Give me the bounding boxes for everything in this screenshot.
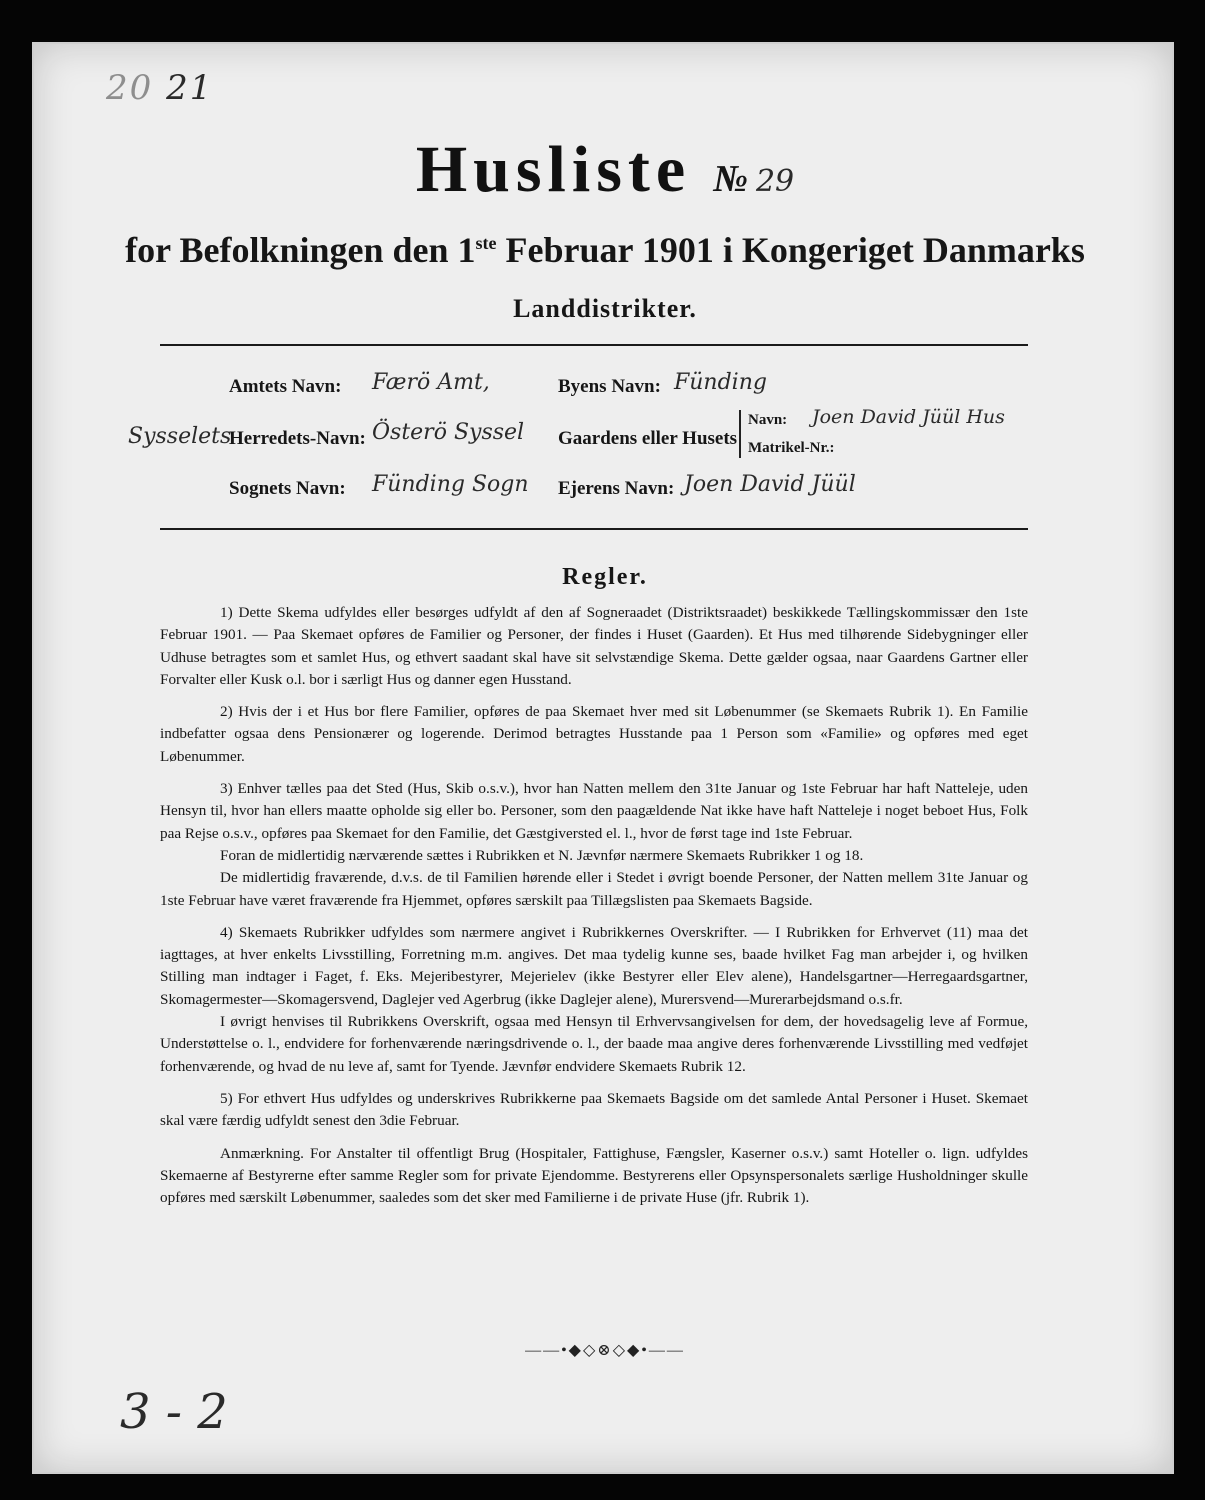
gaard-label: Gaardens eller Husets <box>558 428 738 449</box>
rule-4: 4) Skemaets Rubrikker udfyldes som nærmere angivet i Rubrikkernes Overskrifter. — I Rubrikken for Erhvervet (11) maa det iagttages, at hver enkelts Livsstilling, Forretning m.m. angives. Det maa tydelig kunne ses, baade hvilket Fag man arbejder i, og hvilken Stilling man indtager i Faget, f. Eks. Mejeribestyrer, Mejerielev (ikke Bestyrer eller Elev alene), Handelsgartner—Herregaardsgartner, Skomagermester—Skomagersvend, Daglejer ved Agerbrug (ikke Daglejer alene), Murersvend—Murerarbejdsmand o.s.fr. <box>160 923 1028 1008</box>
remark: Anmærkning. For Anstalter til offentligt Brug (Hospitaler, Fattighuse, Fængsler, Kaserner o.s.v.) samt Hoteller o. lign. udfyldes Skemaerne af Bestyrerne efter samme Regler som for private Ejendomme. Bestyrerens eller Opsynspersonalets særlige Husholdninger skulle opføres med særskilt Løbenummer, saaledes som det sker med Familierne i de private Huse (jfr. Rubrik 1). <box>160 1144 1028 1207</box>
herred-label: Herredets-Navn: <box>229 428 366 449</box>
ejer-value: Joen David Jüül <box>684 472 856 497</box>
ornament: ——•◆◇⊗◇◆•—— <box>525 1342 685 1359</box>
rule-3: 3) Enhver tælles paa det Sted (Hus, Skib o.s.v.), hvor han Natten mellem den 31te Januar og 1ste Februar har haft Natteleje, uden Hensyn til, hvor han ellers maatte opholde sig eller bo. Personer, som den paagældende Nat ikke have haft Natteleje i noget beboet Hus, Folk paa Rejse o.s.v., opføres paa Skemaet for den Familie, det Gæstgiversted el. l., hvor de først tage ind 1ste Februar. <box>160 780 1028 842</box>
title-block <box>34 132 1176 208</box>
form-district-type: Landdistrikter. <box>513 294 697 323</box>
list-number: 29 <box>755 164 795 199</box>
top-divider <box>160 344 1028 346</box>
ejer-label: Ejerens Navn: <box>558 478 675 499</box>
page-number: 21 <box>166 68 214 108</box>
sogn-label: Sognets Navn: <box>229 478 346 499</box>
rule-1: 1) Dette Skema udfyldes eller besørges udfyldt af den af Sogneraadet (Distriktsraadet) beskikkede Tællingskommissær den 1ste Februar 1901. — Paa Skemaet opføres de Familier og Personer, der findes i Huset (Gaarden). Et Hus med tilhørende Sidebygninger eller Udhuse betragtes som et samlet Hus, og ethvert saadant skal have sit selvstændige Skema. Dette gælder ogsaa, naar Gaardens Gartner eller Forvalter eller Kusk o.l. bor i særligt Hus og danner egen Husstand. <box>160 604 1028 688</box>
sogn-value: Fünding Sogn <box>372 472 529 497</box>
matrikel-label: Matrikel-Nr.: <box>748 440 835 456</box>
navn-label: Navn: <box>748 412 788 428</box>
form-title: Husliste <box>415 133 692 206</box>
corner-page-numbers <box>106 68 213 108</box>
rules-heading: Regler. <box>562 564 648 590</box>
rule-5: 5) For ethvert Hus udfyldes og underskrives Rubrikkerne paa Skemaets Bagside om det samlede Antal Personer i Huset. Skemaet skal være færdig udfyldt senest den 3die Februar. <box>160 1089 1028 1130</box>
rule-3-note-b: De midlertidig fraværende, d.v.s. de til Familien hørende eller i Stedet i øvrigt boende Personer, der Natten mellem 31te Januar og 1ste Februar have været fraværende fra Hjemmet, opføres særskilt paa Tillægslisten paa Skemaets Bagside. <box>160 869 1028 909</box>
rule-4-note: I øvrigt henvises til Rubrikkens Overskrift, ogsaa med Hensyn til Erhvervsangivelsen for dem, der hovedsagelig leve af Formue, Understøttelse o. l., endvidere for forhenværende næringsdrivende o. l., der baade maa angive deres forhenværende Livsstilling med vedføjet forhenværende, og hvad de nu leve af, samt for Tyende. Jævnfør endvidere Skemaets Rubrik 12. <box>160 1013 1028 1075</box>
subtitle-sup: ste <box>475 233 497 253</box>
rule-2: 2) Hvis der i et Hus bor flere Familier, opføres de paa Skemaet hver med sit Løbenummer (se Skemaets Rubrik 1). En Familie indbefatter ogsaa dens Pensionærer og logerende. Derimod betragtes Husstande paa 1 Person som «Familie» og opføres med eget Løbenummer. <box>160 703 1028 765</box>
bracket <box>739 410 745 458</box>
herred-value: Österö Syssel <box>372 420 525 445</box>
amt-value: Færö Amt, <box>372 370 490 395</box>
subtitle-post: Februar 1901 i Kongeriget Danmarks <box>496 230 1085 270</box>
bottom-divider <box>160 528 1028 530</box>
navn-value: Joen David Jüül Hus <box>812 406 1005 428</box>
form-subtitle <box>34 229 1176 271</box>
margin-note: Sysselets <box>128 424 232 449</box>
byens-value: Fünding <box>674 370 767 395</box>
census-form-page <box>32 42 1174 1474</box>
rule-3-note-a: Foran de midlertidig nærværende sættes i Rubrikken et N. Jævnfør nærmere Skemaets Rubrikker 1 og 18. <box>220 846 864 864</box>
byens-label: Byens Navn: <box>558 376 661 397</box>
rules-list <box>160 602 1028 1219</box>
faded-page-number: 20 <box>106 68 154 108</box>
amt-label: Amtets Navn: <box>229 376 342 397</box>
subtitle-pre: for Befolkningen den 1 <box>125 230 476 270</box>
handwritten-bottom-note: 3 - 2 <box>120 1384 228 1440</box>
number-sign: № <box>713 158 748 200</box>
